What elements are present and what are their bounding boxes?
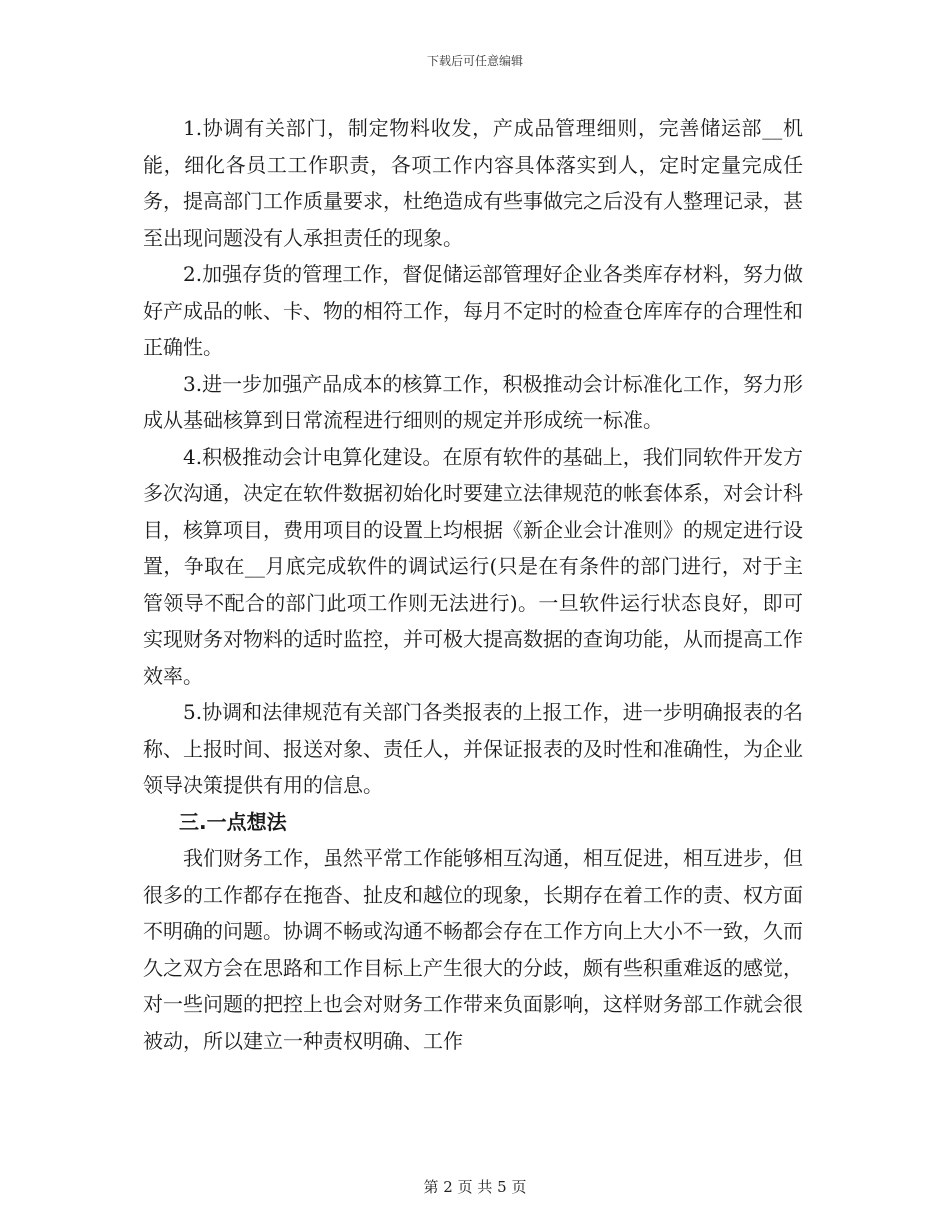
paragraph-item-3: 3.进一步加强产品成本的核算工作，积极推动会计标准化工作，努力形成从基础核算到日常流程进行细则的规定并形成统一标准。 (143, 371, 803, 432)
page-header: 下载后可任意编辑 (426, 54, 523, 68)
paragraph-item-1: 1.协调有关部门，制定物料收发，产成品管理细则，完善储运部__机能，细化各员工工作职责，各项工作内容具体落实到人，定时定量完成任务，提高部门工作质量要求，杜绝造成有些事做完之后没有人整理记录，甚至出现问题没有人承担责任的现象。 (143, 116, 803, 250)
paragraph-item-4: 4.积极推动会计电算化建设。在原有软件的基础上，我们同软件开发方多次沟通，决定在软件数据初始化时要建立法律规范的帐套体系，对会计科目，核算项目，费用项目的设置上均根据《新企业会计准则》的规定进行设置，争取在__月底完成软件的调试运行(只是在有条件的部门进行，对于主管领导不配合的部门此项工作则无法进行)。一旦软件运行状态良好，即可实现财务对物料的适时监控，并可极大提高数据的查询功能，从而提高工作效率。 (143, 444, 803, 688)
section-body-paragraph: 我们财务工作，虽然平常工作能够相互沟通，相互促进，相互进步，但很多的工作都存在拖沓、扯皮和越位的现象，长期存在着工作的责、权方面不明确的问题。协调不畅或沟通不畅都会存在工作方向上大小不一致，久而久之双方会在思路和工作目标上产生很大的分歧，颇有些积重难返的感觉，对一些问题的把控上也会对财务工作带来负面影响，这样财务部工作就会很被动，所以建立一种责权明确、工作 (143, 846, 803, 1053)
paragraph-item-5: 5.协调和法律规范有关部门各类报表的上报工作，进一步明确报表的名称、上报时间、报送对象、责任人，并保证报表的及时性和准确性，为企业领导决策提供有用的信息。 (143, 700, 803, 797)
section-heading: 三.一点想法 (179, 809, 287, 834)
page-number-footer: 第 2 页 共 5 页 (423, 1178, 527, 1196)
paragraph-item-2: 2.加强存货的管理工作，督促储运部管理好企业各类库存材料，努力做好产成品的帐、卡、物的相符工作，每月不定时的检查仓库库存的合理性和正确性。 (143, 262, 803, 359)
document-body (143, 110, 803, 1059)
